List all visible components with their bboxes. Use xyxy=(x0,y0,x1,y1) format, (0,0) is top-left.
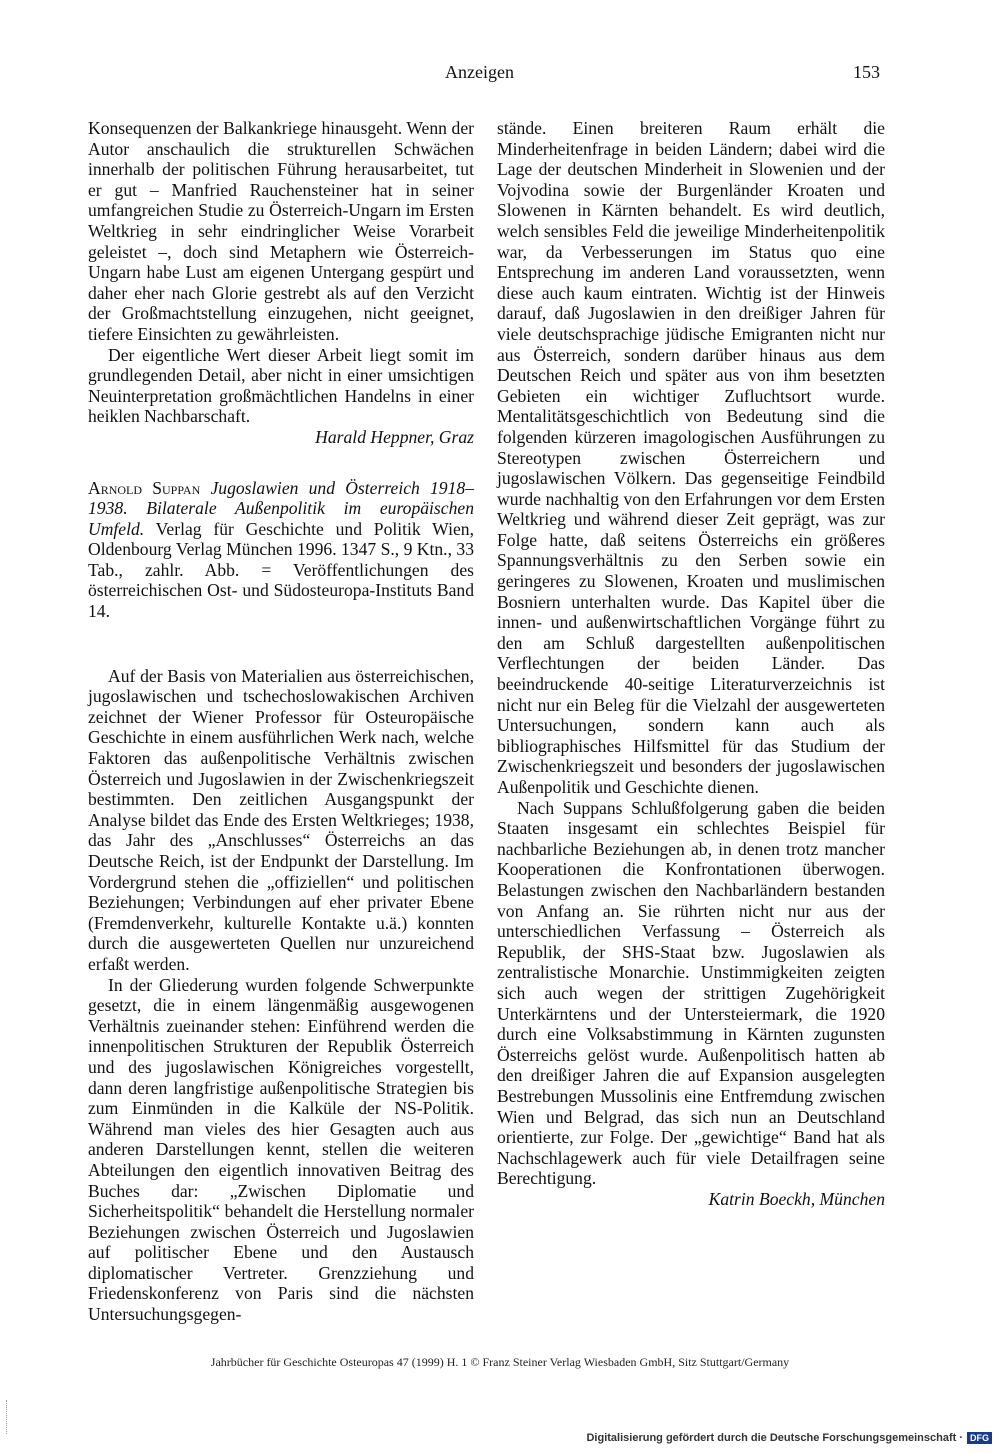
dfg-text: Digitalisierung gefördert durch die Deutsche Forschungsgemeinschaft · xyxy=(586,1432,963,1444)
dfg-funding-notice xyxy=(586,1432,992,1444)
journal-citation-footer: Jahrbücher für Geschichte Osteuropas 47 (1999) H. 1 © Franz Steiner Verlag Wiesbaden GmbH, Sitz Stuttgart/Germany xyxy=(210,1355,790,1369)
right-paragraph-2: Nach Suppans Schlußfolgerung gaben die beiden Staaten insgesamt ein schlechtes Beispiel für nachbarliche Beziehungen ab, in denen trotz mancher Kooperationen die Konfrontationen überwogen. Belastungen zwischen den Nachbarländern bestanden von Anfang an. Sie rührten nicht nur aus der unterschiedlichen Verfassung – Österreich als Republik, der SHS-Staat bzw. Jugoslawien als zentralistische Monarchie. Unstimmigkeiten zeigten sich auch wegen der strittigen Zugehörigkeit Unterkärntens und der Untersteiermark, die 1920 durch eine Volksabstimmung in Kärnten zugunsten Österreichs gelöst wurde. Außenpolitisch hatten ab den dreißiger Jahren die auf Expansion ausgelegten Bestrebungen Mussolinis eine Entfremdung zwischen Wien und Belgrad, das sich nun an Deutschland orientierte, zur Folge. Der „gewichtige“ Band hat als Nachschlagewerk auch für viele Detailfragen seine Berechtigung. xyxy=(497,797,885,1189)
left-paragraph-1: Konsequenzen der Balkankriege hinausgeht. Wenn der Autor anschaulich die strukturellen Schwächen innerhalb der politischen Führung herausarbeitet, tut er gut – Manfried Rauchensteiner hat in seiner umfangreichen Studie zu Österreich-Ungarn im Ersten Weltkrieg in sehr eindringlicher Weise Vorarbeit geleistet –, doch sind Metaphern wie Österreich-Ungarn habe Lust am eigenen Untergang gespürt und daher eher nach Glorie gestrebt als auf den Verzicht der Großmachtstellung einzugehen, nicht geeignet, tiefere Einsichten zu gewährleisten. xyxy=(88,118,474,344)
book-author: Arnold Suppan xyxy=(88,477,201,498)
left-paragraph-2: Der eigentliche Wert dieser Arbeit liegt somit im grundlegenden Detail, aber nicht in einer umsichtigen Neuinterpretation großmächtlichen Handelns in einer heiklen Nachbarschaft. xyxy=(88,344,474,427)
left-column xyxy=(88,118,474,1325)
margin-scan-marks xyxy=(6,1400,9,1434)
dfg-logo-icon: DFG xyxy=(967,1432,992,1444)
left-paragraph-3: Auf der Basis von Materialien aus österreichischen, jugoslawischen und tschechoslowakischen Archiven zeichnet der Wiener Professor für Osteuropäische Geschichte in einem ausführlichen Werk nach, welche Faktoren das außenpolitische Verhältnis zwischen Österreich und Jugoslawien in der Zwischenkriegszeit bestimmten. Den zeitlichen Ausgangspunkt der Analyse bildet das Ende des Ersten Weltkrieges; 1938, das Jahr des „Anschlusses“ Österreichs an das Deutsche Reich, ist der Endpunkt der Darstellung. Im Vordergrund stehen die „offiziellen“ und politischen Beziehungen; Verbindungen auf eher privater Ebene (Fremdenverkehr, kulturelle Kontakte u.ä.) konnten durch die ausgewerteten Quellen nur unzureichend erfaßt werden. xyxy=(88,665,474,974)
right-paragraph-1: stände. Einen breiteren Raum erhält die Minderheitenfrage in beiden Ländern; dabei wird die Lage der deutschen Minderheit in Slowenien und der Vojvodina sowie der Burgenländer Kroaten und Slowenen in Kärnten behandelt. Es wird deutlich, welch sensibles Feld die jeweilige Minderheitenpolitik war, da Verbesserungen im Status quo eine Entsprechung im anderen Land voraussetzten, wenn diese auch kaum eintraten. Wichtig ist der Hinweis darauf, daß Jugoslawien in den dreißiger Jahren für viele deutschsprachige jüdische Emigranten nicht nur aus Österreich, sondern darüber hinaus aus dem Deutschen Reich und später aus von ihm besetzten Gebieten ein wichtiger Zufluchtsort wurde. Mentalitätsgeschichtlich von Bedeutung sind die folgenden kürzeren imagologischen Ausführungen zu Stereotypen zwischen Österreichern und jugoslawischen Völkern. Das gegenseitige Feindbild wurde nachhaltig von den Erfahrungen vor dem Ersten Weltkrieg und während dieser Zeit geprägt, was zur Folge hatte, daß seitens Österreichs ein größeres Spannungsverhältnis zu den Serben sowie ein geringeres zu Slowenen, Kroaten und muslimischen Bosniern unterhalten wurde. Das Kapitel über die innen- und außenwirtschaftlichen Vorgänge führt zu den am Schluß dargestellten außenpolitischen Verflechtungen der beiden Länder. Das beeindruckende 40-seitige Literaturverzeichnis ist nicht nur ein Beleg für die Vielzahl der ausgewerteten Untersuchungen, sondern kann auch als bibliographisches Hilfsmittel für das Studium der Zwischenkriegszeit und besonders der jugoslawischen Außenpolitik und Geschichte dienen. xyxy=(497,118,885,797)
bibliographic-entry xyxy=(88,478,474,622)
page-number: 153 xyxy=(853,62,880,82)
review-signature-heppner: Harald Heppner, Graz xyxy=(315,426,474,447)
right-column xyxy=(497,118,885,1209)
book-publication-details: Verlag für Geschichte und Politik Wien, Oldenbourg Verlag München 1996. 1347 S., 9 Ktn., 33 Tab., zahlr. Abb. = Veröffentlichungen des österreichischen Ost- und Südosteuropa-Instituts Band 14. xyxy=(88,518,474,622)
running-title: Anzeigen xyxy=(445,62,514,82)
left-paragraph-4: In der Gliederung wurden folgende Schwerpunkte gesetzt, die in einem längenmäßig ausgewogenen Verhältnis zueinander stehen: Einführend werden die innenpolitischen Strukturen der Republik Österreich und des jugoslawischen Königreiches vorgestellt, dann deren langfristige außenpolitische Strategien bis zum Einmünden in die Kalküle der NS-Politik. Während man vieles des hier Gesagten auch aus anderen Darstellungen kennt, stellen die weiteren Abteilungen den eigentlich innovativen Beitrag des Buches dar: „Zwischen Diplomatie und Sicherheitspolitik“ behandelt die Herstellung normaler Beziehungen zwischen Österreich und Jugoslawien auf politischer Ebene und den Austausch diplomatischer Vertreter. Grenzziehung und Friedenskonferenz von Paris sind die nächsten Untersuchungsgegen- xyxy=(88,974,474,1325)
book-title: Jugoslawien und Österreich 1918–1938. Bilaterale Außenpolitik im europäischen Umfeld. xyxy=(88,477,474,539)
review-signature-boeckh: Katrin Boeckh, München xyxy=(708,1188,885,1209)
